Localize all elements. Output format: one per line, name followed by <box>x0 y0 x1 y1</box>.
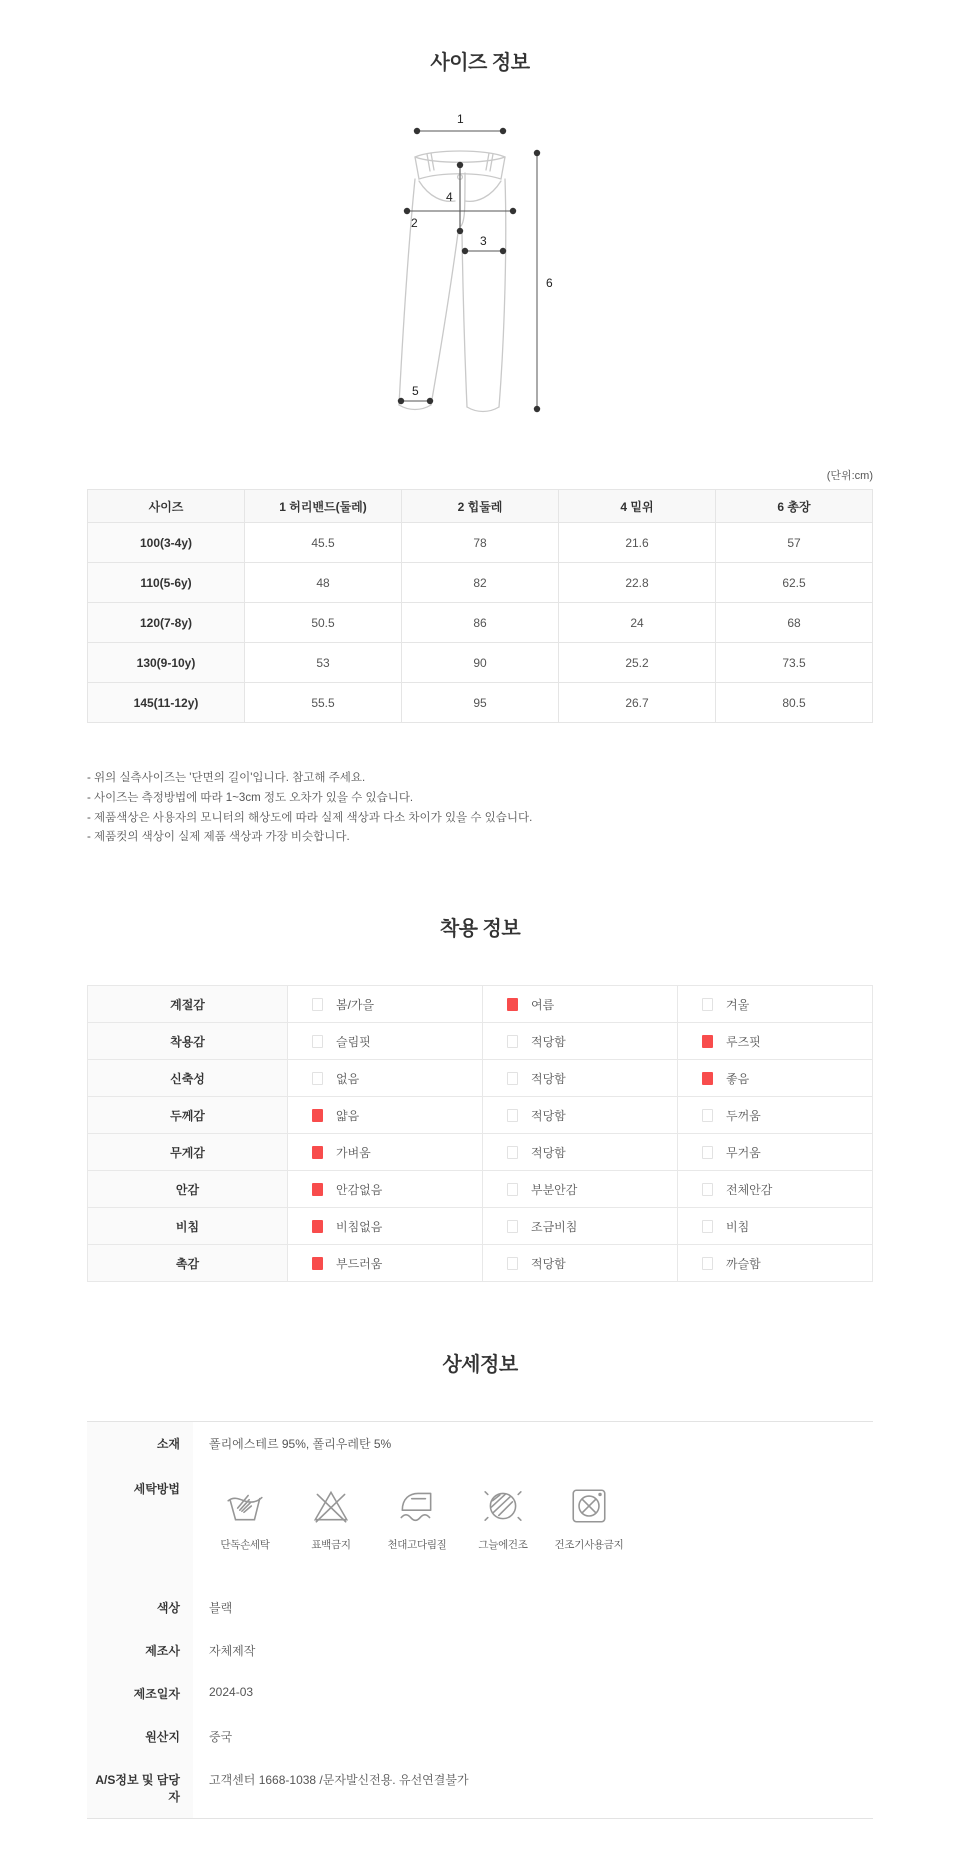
fit-row-fit <box>88 1023 873 1060</box>
fit-option-label: 적당함 <box>531 1145 566 1160</box>
manufacturer-label: 제조사 <box>87 1629 193 1672</box>
value-cell: 21.6 <box>559 523 716 563</box>
checkbox-icon <box>507 1183 518 1196</box>
fit-option <box>678 1023 873 1060</box>
fit-option <box>678 1134 873 1171</box>
rise-col-header: 4 밑위 <box>559 490 716 523</box>
value-cell: 57 <box>716 523 873 563</box>
origin-label: 원산지 <box>87 1715 193 1758</box>
waistband-col-header: 1 허리밴드(둘레) <box>245 490 402 523</box>
wash-item-label: 건조기사용금지 <box>554 1539 624 1552</box>
value-cell: 26.7 <box>559 683 716 723</box>
wash-method-label: 세탁방법 <box>87 1465 193 1586</box>
checkbox-icon <box>312 1072 323 1085</box>
material-value: 폴리에스테르 95%, 폴리우레탄 5% <box>209 1437 392 1452</box>
size-section-title: 사이즈 정보 <box>430 52 530 74</box>
size-cell: 130(9-10y) <box>88 643 245 683</box>
wash-item-label: 그늘에건조 <box>478 1539 528 1552</box>
checkbox-icon <box>312 1035 323 1048</box>
fit-option-label: 슬림핏 <box>336 1034 371 1049</box>
fit-option-label: 적당함 <box>531 1108 566 1123</box>
fit-option-label: 없음 <box>336 1071 360 1086</box>
size-note-line: - 위의 실측사이즈는 '단면의 길이'입니다. 참고해 주세요. <box>87 772 366 784</box>
value-cell: 62.5 <box>716 563 873 603</box>
size-note-line: - 사이즈는 측정방법에 따라 1~3cm 정도 오차가 있을 수 있습니다. <box>87 791 414 804</box>
fit-option-label: 적당함 <box>531 1034 566 1049</box>
fit-option <box>288 1134 483 1171</box>
manufacturer-value: 자체제작 <box>209 1644 256 1659</box>
diagram-label-5: 5 <box>412 384 419 398</box>
material-label: 소재 <box>87 1422 193 1465</box>
fit-row-weight <box>88 1134 873 1171</box>
fit-option-label: 여름 <box>531 997 555 1012</box>
checkbox-icon <box>507 1109 518 1122</box>
fit-row-label: 신축성 <box>88 1060 288 1097</box>
value-cell: 78 <box>402 523 559 563</box>
size-table-row <box>88 643 873 683</box>
fit-option <box>483 1208 678 1245</box>
fit-option <box>678 986 873 1023</box>
size-table-row <box>88 523 873 563</box>
checkbox-icon <box>702 1257 713 1270</box>
hip-col-header: 2 힙둘레 <box>402 490 559 523</box>
fit-option-label: 비침없음 <box>336 1219 383 1234</box>
checkbox-icon <box>312 1257 323 1270</box>
wash-item-no-bleach <box>295 1485 367 1552</box>
fit-option <box>483 1171 678 1208</box>
fit-option <box>483 1097 678 1134</box>
size-cell: 145(11-12y) <box>88 683 245 723</box>
value-cell: 80.5 <box>716 683 873 723</box>
checkbox-icon <box>702 998 713 1011</box>
value-cell: 82 <box>402 563 559 603</box>
no-bleach-icon <box>310 1485 352 1527</box>
fit-row-label: 두께감 <box>88 1097 288 1134</box>
fit-table <box>87 985 873 1282</box>
checkbox-icon <box>507 1220 518 1233</box>
fit-row-lining <box>88 1171 873 1208</box>
fit-option-label: 부분안감 <box>531 1182 578 1197</box>
fit-row-label: 안감 <box>88 1171 288 1208</box>
fit-row-stretch <box>88 1060 873 1097</box>
as-info-label: A/S정보 및 담당자 <box>87 1758 193 1818</box>
fit-option <box>483 1023 678 1060</box>
value-cell: 22.8 <box>559 563 716 603</box>
value-cell: 73.5 <box>716 643 873 683</box>
wash-method-icons <box>193 1465 873 1586</box>
fit-option <box>288 1060 483 1097</box>
size-cell: 110(5-6y) <box>88 563 245 603</box>
fit-option-label: 두꺼움 <box>726 1108 761 1123</box>
size-table-header-row <box>88 490 873 523</box>
fit-option-label: 까슬함 <box>726 1256 761 1271</box>
shade-dry-icon <box>482 1485 524 1527</box>
fit-option-label: 겨울 <box>726 997 750 1012</box>
checkbox-icon <box>702 1183 713 1196</box>
manufacture-date-label: 제조일자 <box>87 1672 193 1715</box>
fit-option <box>288 1171 483 1208</box>
fit-option <box>483 1134 678 1171</box>
wash-item-label: 표백금지 <box>311 1539 351 1552</box>
value-cell: 86 <box>402 603 559 643</box>
size-table-row <box>88 603 873 643</box>
size-table-row <box>88 683 873 723</box>
hand-wash-icon <box>224 1485 266 1527</box>
fit-option <box>288 1097 483 1134</box>
units-note: (단위:cm) <box>826 470 873 482</box>
checkbox-icon <box>507 1257 518 1270</box>
fit-option-label: 비침 <box>726 1219 750 1234</box>
color-label: 색상 <box>87 1586 193 1629</box>
checkbox-icon <box>312 1109 323 1122</box>
fit-row-label: 촉감 <box>88 1245 288 1282</box>
fit-option-label: 얇음 <box>336 1108 360 1123</box>
fit-option <box>288 986 483 1023</box>
iron-with-cloth-icon <box>396 1485 438 1527</box>
wash-item-label: 천대고다림질 <box>387 1539 447 1552</box>
value-cell: 48 <box>245 563 402 603</box>
size-cell: 100(3-4y) <box>88 523 245 563</box>
value-cell: 53 <box>245 643 402 683</box>
checkbox-icon <box>507 998 518 1011</box>
fit-option-label: 안감없음 <box>336 1182 383 1197</box>
fit-option <box>288 1245 483 1282</box>
size-notes <box>87 769 873 848</box>
fit-option-label: 적당함 <box>531 1071 566 1086</box>
value-cell: 50.5 <box>245 603 402 643</box>
checkbox-icon <box>702 1035 713 1048</box>
value-cell: 95 <box>402 683 559 723</box>
diagram-label-6: 6 <box>546 276 553 290</box>
fit-option-label: 봄/가을 <box>336 997 375 1012</box>
size-cell: 120(7-8y) <box>88 603 245 643</box>
wash-item-hand-wash <box>209 1485 281 1552</box>
fit-option-label: 좋음 <box>726 1071 750 1086</box>
pants-measurement-diagram <box>365 109 595 449</box>
checkbox-icon <box>702 1072 713 1085</box>
pants-diagram-svg <box>365 109 595 449</box>
value-cell: 45.5 <box>245 523 402 563</box>
no-tumble-dry-icon <box>568 1485 610 1527</box>
fit-option <box>678 1171 873 1208</box>
size-table-row <box>88 563 873 603</box>
checkbox-icon <box>507 1035 518 1048</box>
fit-row-label: 착용감 <box>88 1023 288 1060</box>
fit-option <box>678 1245 873 1282</box>
value-cell: 55.5 <box>245 683 402 723</box>
color-value: 블랙 <box>209 1601 233 1616</box>
origin-value: 중국 <box>209 1730 233 1745</box>
fit-option-label: 적당함 <box>531 1256 566 1271</box>
fit-row-label: 무게감 <box>88 1134 288 1171</box>
wash-item-no-tumble-dry <box>553 1485 625 1552</box>
fit-option <box>483 986 678 1023</box>
size-col-header: 사이즈 <box>88 490 245 523</box>
fit-row-texture <box>88 1245 873 1282</box>
manufacture-date-value: 2024-03 <box>209 1685 254 1700</box>
wash-item-label: 단독손세탁 <box>220 1539 270 1552</box>
detail-table <box>87 1421 873 1819</box>
fit-row-season <box>88 986 873 1023</box>
value-cell: 24 <box>559 603 716 643</box>
fit-option-label: 부드러움 <box>336 1256 383 1271</box>
fit-option-label: 전체안감 <box>726 1182 773 1197</box>
detail-section-title: 상세정보 <box>442 1354 518 1377</box>
checkbox-icon <box>312 998 323 1011</box>
wash-item-iron-cloth <box>381 1485 453 1552</box>
fit-row-thickness <box>88 1097 873 1134</box>
value-cell: 90 <box>402 643 559 683</box>
fit-option <box>288 1208 483 1245</box>
fit-row-label: 계절감 <box>88 986 288 1023</box>
fit-section-title: 착용 정보 <box>439 918 521 941</box>
fit-option <box>483 1060 678 1097</box>
fit-row-label: 비침 <box>88 1208 288 1245</box>
length-col-header: 6 총장 <box>716 490 873 523</box>
size-table <box>87 489 873 723</box>
value-cell: 25.2 <box>559 643 716 683</box>
checkbox-icon <box>702 1146 713 1159</box>
as-info-value: 고객센터 1668-1038 /문자발신전용. 유선연결불가 <box>209 1773 469 1788</box>
diagram-label-4: 4 <box>446 190 453 204</box>
fit-option-label: 가벼움 <box>336 1145 371 1160</box>
value-cell: 68 <box>716 603 873 643</box>
diagram-label-2: 2 <box>411 216 418 230</box>
checkbox-icon <box>702 1109 713 1122</box>
fit-option <box>483 1245 678 1282</box>
checkbox-icon <box>312 1146 323 1159</box>
fit-option-label: 조금비침 <box>531 1219 578 1234</box>
checkbox-icon <box>702 1220 713 1233</box>
size-note-line: - 제품컷의 색상이 실제 제품 색상과 가장 비슷합니다. <box>87 831 350 844</box>
checkbox-icon <box>312 1220 323 1233</box>
diagram-label-1: 1 <box>457 112 464 126</box>
checkbox-icon <box>312 1183 323 1196</box>
wash-item-shade-dry <box>467 1485 539 1552</box>
fit-option-label: 루즈핏 <box>726 1034 761 1049</box>
fit-option <box>678 1060 873 1097</box>
fit-option-label: 무거움 <box>726 1145 761 1160</box>
fit-row-sheerness <box>88 1208 873 1245</box>
diagram-label-3: 3 <box>480 234 487 248</box>
checkbox-icon <box>507 1072 518 1085</box>
fit-option <box>678 1208 873 1245</box>
fit-option <box>288 1023 483 1060</box>
checkbox-icon <box>507 1146 518 1159</box>
size-note-line: - 제품색상은 사용자의 모니터의 해상도에 따라 실제 색상과 다소 차이가 있을 수 있습니다. <box>87 811 533 824</box>
fit-option <box>678 1097 873 1134</box>
